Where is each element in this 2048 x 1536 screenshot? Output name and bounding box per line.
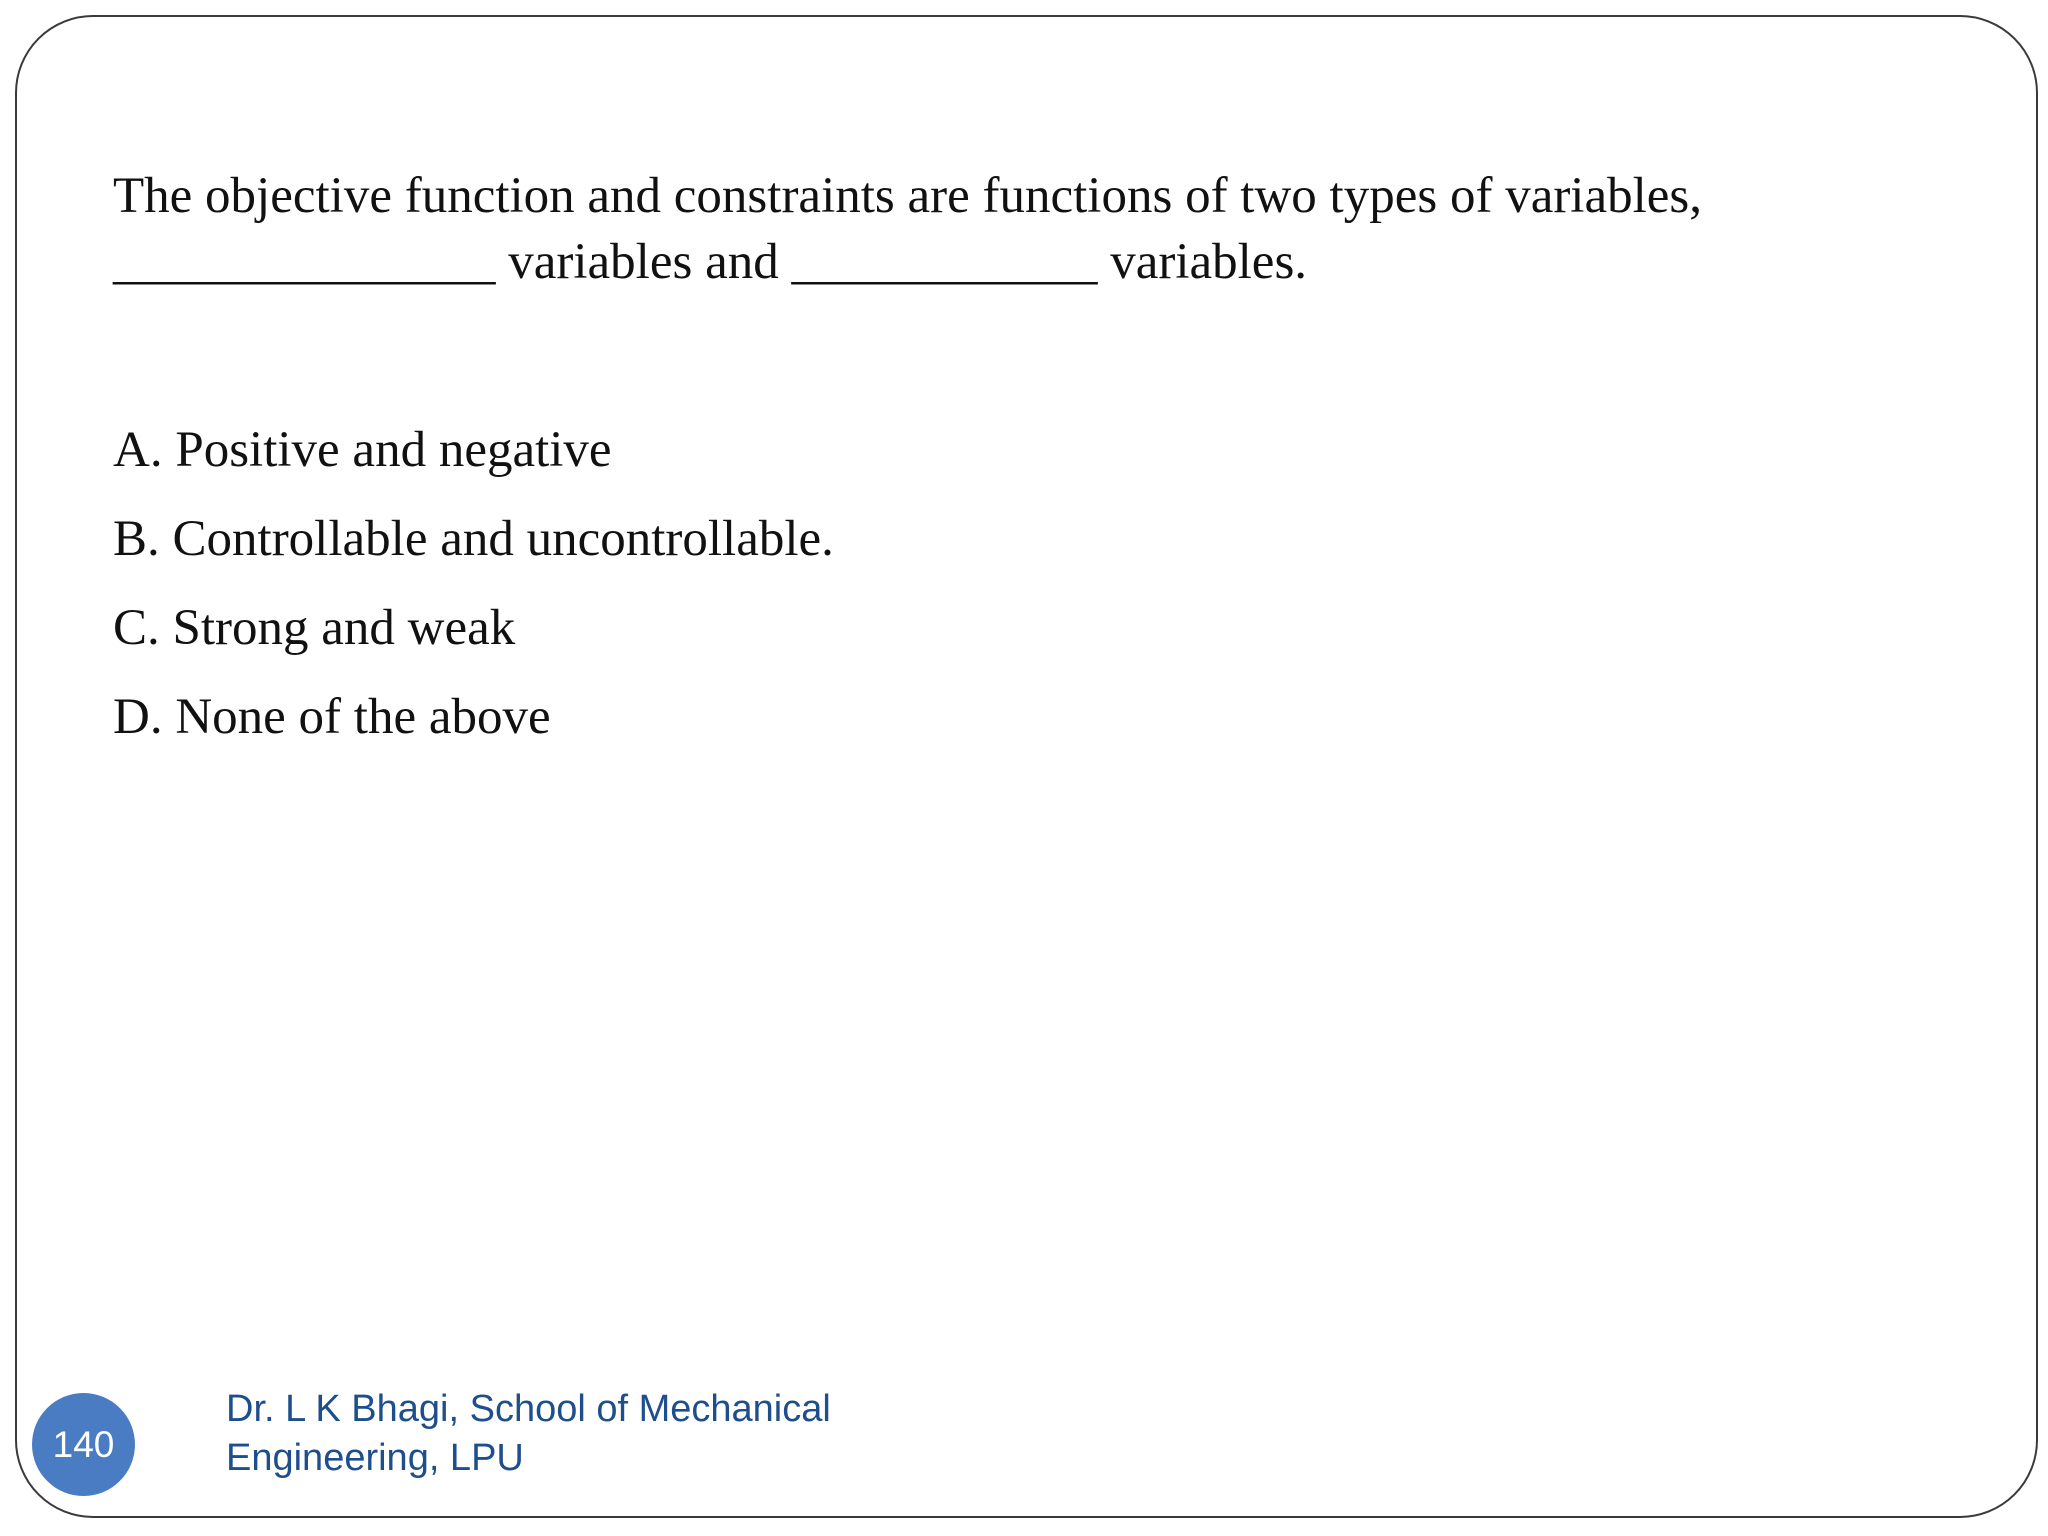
footer-credit: Dr. L K Bhagi, School of Mechanical Engineering, LPU bbox=[226, 1388, 831, 1479]
question-text: The objective function and constraints are functions of two types of variables, _______________ variables and ____________ variables. bbox=[113, 168, 1703, 290]
option-c: C. Strong and weak bbox=[113, 600, 516, 656]
option-b: B. Controllable and uncontrollable. bbox=[113, 511, 834, 567]
option-a: A. Positive and negative bbox=[113, 422, 612, 478]
page-number-badge: 140 bbox=[32, 1393, 135, 1496]
option-d: D. None of the above bbox=[113, 689, 551, 745]
answer-options bbox=[113, 415, 834, 771]
